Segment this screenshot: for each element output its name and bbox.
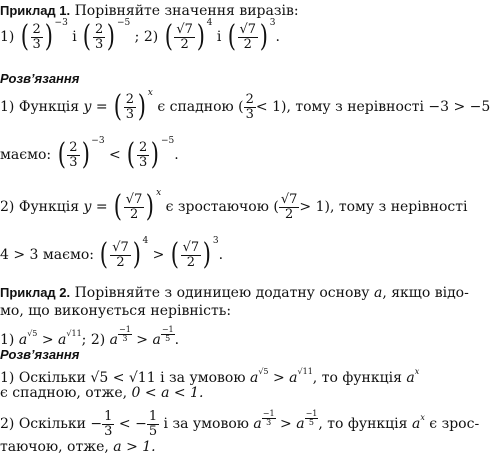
- exponent: 4: [206, 18, 213, 28]
- solution4-line2: таючою, отже, a > 1.: [0, 439, 156, 455]
- paren-right: ): [44, 19, 53, 54]
- solution2-line1: 2) Функція y = ( $\frac{√7}{2}$ ) $^x$ є зростаючою ( $\frac{√7}{2}$ > 1), тому з нерівності: [0, 188, 468, 224]
- solution2-line2: 4 > 3 маємо: ( $\frac{√7}{2}$ ) $^4$ > ( $\frac{√7}{2}$ ) $^3$.: [0, 236, 224, 272]
- solution4-line1: 2) Оскільки − $\frac{1}{3}$ < − $\frac{1}{5}$ і за умовою a $\frac{-1}{3}$ > a $\frac{-1}{5}$ , то функція a x є зрос-: [0, 409, 480, 439]
- exponent: −5: [116, 18, 131, 28]
- example2-line2: мо, що виконується нерівність:: [0, 303, 232, 319]
- part1-number: 1): [0, 29, 15, 45]
- solution3-line1: 1) Оскільки √5 < √11 і за умовою a √5 > a √11 , то функція a x: [0, 367, 420, 386]
- example2-label: Приклад 2.: [0, 285, 71, 300]
- example2-conditions: 1) a √5 > a √11 ; 2) a $\frac{-1}{3}$ > a $\frac{-1}{5}$ .: [0, 325, 180, 348]
- fraction: $\frac{2}{3}$: [32, 21, 41, 52]
- example1-expressions: 1) ( $\frac{2}{3}$ ) $^{-3}$ і ( $\frac{2}{3}$ ) $^{-5}$ ; 2) ( $\frac{√7}{2}$ ) $^4$ і ( $\frac{√7}{2}$ ) $^3$.: [0, 18, 280, 54]
- solution-heading-2: Розв’язання: [0, 347, 80, 362]
- paren-left: (: [20, 19, 29, 54]
- and-word: і: [216, 29, 222, 45]
- fraction: $\frac{2}{3}$: [94, 21, 104, 52]
- example2-line1: Приклад 2. Порівняйте з одиницею додатну основу a, якщо відо-: [0, 285, 469, 301]
- fraction: $\frac{√7}{2}$: [176, 21, 193, 52]
- solution1-line1: 1) Функція y = ( $\frac{2}{3}$ ) $^x$ є спадною ( $\frac{2}{3}$ < 1), тому з нерівності −3 > −5: [0, 88, 490, 124]
- and-word: і: [72, 29, 77, 45]
- fraction: $\frac{√7}{2}$: [239, 21, 257, 52]
- part2-number: ; 2): [134, 29, 159, 45]
- example1-line: [0, 4, 299, 18]
- example1-task: Порівняйте значення виразів:: [74, 3, 299, 19]
- solution3-line2: є спадною, отже, 0 < a < 1.: [0, 385, 204, 401]
- exponent: −3: [54, 18, 68, 28]
- solution1-line2: маємо: ( $\frac{2}{3}$ ) $^{-3}$ < ( $\frac{2}{3}$ ) $^{-5}$.: [0, 136, 179, 172]
- solution-heading: Розв’язання: [0, 71, 80, 86]
- example1-label: Приклад 1.: [0, 3, 71, 18]
- exponent: 3: [269, 18, 276, 28]
